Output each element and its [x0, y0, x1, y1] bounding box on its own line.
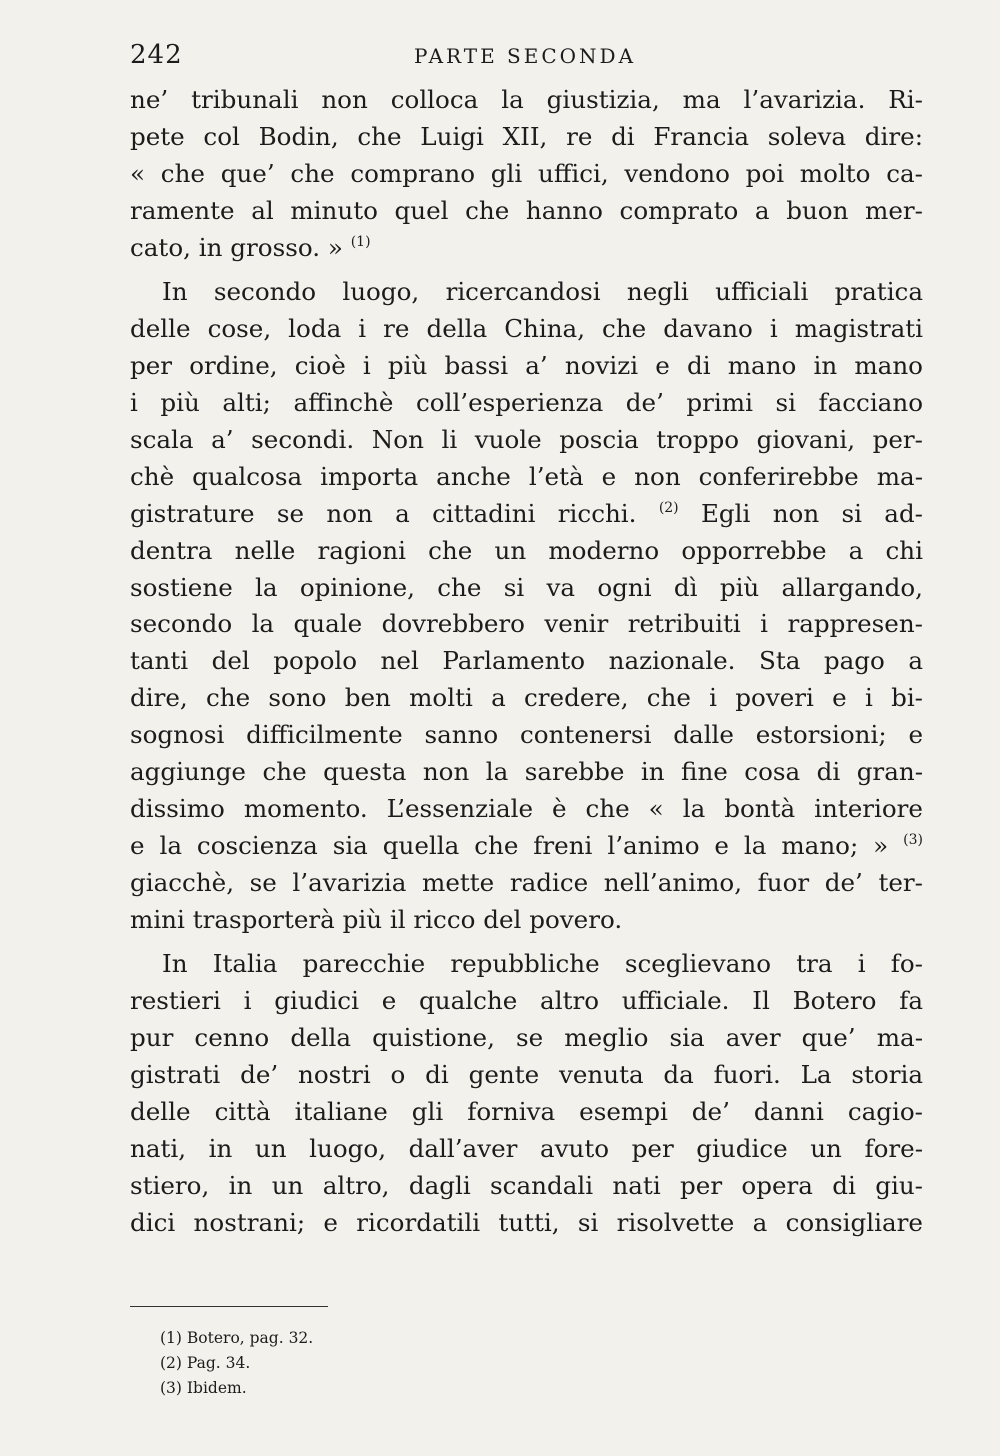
text-line	[130, 717, 923, 754]
line-text: pur cenno della quistione, se meglio sia aver que’ ma-	[130, 1023, 923, 1053]
line-text: delle cose, loda i re della China, che davano i magistrati	[130, 314, 923, 344]
line-text: delle città italiane gli forniva esempi de’ danni cagio-	[130, 1097, 923, 1127]
line-text: restieri i giudici e qualche altro ufficiale. Il Botero fa	[130, 986, 923, 1016]
line-text: cato, in grosso. »	[130, 232, 343, 262]
text-line	[130, 983, 923, 1020]
line-text: e la coscienza sia quella che freni l’animo e la mano; »	[130, 830, 889, 860]
text-line	[130, 348, 923, 385]
line-text-continued: Egli non si ad-	[678, 498, 923, 528]
text-line	[130, 119, 923, 156]
text-line	[130, 230, 923, 267]
footnote-text: Ibidem.	[186, 1379, 247, 1397]
text-line	[130, 1131, 923, 1168]
line-text: mini trasporterà più il ricco del povero.	[130, 904, 623, 934]
line-text: gistrati de’ nostri o di gente venuta da fuori. La storia	[130, 1060, 923, 1090]
footnote-mark: (2)	[160, 1354, 182, 1372]
footnote-text: Botero, pag. 32.	[186, 1329, 314, 1347]
text-line	[130, 1168, 923, 1205]
footnote-mark: (1)	[160, 1329, 182, 1347]
line-text: giacchè, se l’avarizia mette radice nell’animo, fuor de’ ter-	[130, 867, 923, 897]
text-line	[130, 1020, 923, 1057]
text-line	[130, 643, 923, 680]
text-line	[130, 1094, 923, 1131]
line-text: pete col Bodin, che Luigi XII, re di Francia soleva dire:	[130, 121, 923, 151]
paragraph-gap	[130, 938, 923, 946]
text-line	[130, 1057, 923, 1094]
page-number: 242	[130, 40, 183, 70]
line-text: secondo la quale dovrebbero venir retribuiti i rappresen-	[130, 609, 923, 639]
page-header	[130, 40, 920, 80]
paragraph-gap	[130, 266, 923, 274]
text-line	[130, 311, 923, 348]
line-text: dire, che sono ben molti a credere, che i poveri e i bi-	[130, 683, 923, 713]
footnote-rule	[130, 1306, 328, 1307]
text-line	[130, 791, 923, 828]
footnote-reference: (2)	[658, 499, 679, 516]
text-line	[130, 533, 923, 570]
line-text: In secondo luogo, ricercandosi negli ufficiali pratica	[162, 277, 923, 307]
body-text	[130, 82, 923, 1242]
line-text: gistrature se non a cittadini ricchi.	[130, 498, 637, 528]
line-text: ramente al minuto quel che hanno comprato a buon mer-	[130, 195, 923, 225]
text-line	[130, 422, 923, 459]
footnote-reference: (1)	[350, 233, 371, 250]
footnotes	[160, 1326, 313, 1401]
line-text: chè qualcosa importa anche l’età e non conferirebbe ma-	[130, 461, 923, 491]
line-text: sostiene la opinione, che si va ogni dì più allargando,	[130, 572, 923, 602]
text-line	[130, 82, 923, 119]
line-text: nati, in un luogo, dall’aver avuto per giudice un fore-	[130, 1133, 923, 1163]
footnote	[160, 1376, 313, 1401]
line-text: dici nostrani; e ricordatili tutti, si risolvette a consigliare	[130, 1207, 923, 1237]
line-text: tanti del popolo nel Parlamento nazionale. Sta pago a	[130, 646, 923, 676]
line-text: In Italia parecchie repubbliche sceglievano tra i fo-	[162, 949, 923, 979]
text-line	[130, 156, 923, 193]
footnote	[160, 1351, 313, 1376]
text-line	[130, 606, 923, 643]
line-text: dissimo momento. L’essenziale è che « la bontà interiore	[130, 793, 923, 823]
text-line	[130, 1205, 923, 1242]
text-line	[130, 865, 923, 902]
running-head: PARTE SECONDA	[413, 44, 637, 68]
line-text: dentra nelle ragioni che un moderno opporrebbe a chi	[130, 535, 923, 565]
line-text: i più alti; affinchè coll’esperienza de’ primi si facciano	[130, 388, 923, 418]
text-line	[130, 754, 923, 791]
line-text: sognosi difficilmente sanno contenersi dalle estorsioni; e	[130, 720, 923, 750]
text-line	[130, 570, 923, 607]
text-line	[130, 680, 923, 717]
line-text: « che que’ che comprano gli uffici, vendono poi molto ca-	[130, 158, 923, 188]
text-line	[130, 496, 923, 533]
text-line	[130, 946, 923, 983]
footnote	[160, 1326, 313, 1351]
line-text: aggiunge che questa non la sarebbe in fine cosa di gran-	[130, 757, 923, 787]
line-text: ne’ tribunali non colloca la giustizia, ma l’avarizia. Ri-	[130, 85, 923, 114]
footnote-text: Pag. 34.	[186, 1354, 251, 1372]
text-line	[130, 459, 923, 496]
text-line	[130, 274, 923, 311]
text-line	[130, 385, 923, 422]
line-text: stiero, in un altro, dagli scandali nati per opera di giu-	[130, 1170, 923, 1200]
footnote-mark: (3)	[160, 1379, 182, 1397]
text-line	[130, 828, 923, 865]
line-text: per ordine, cioè i più bassi a’ novizi e di mano in mano	[130, 351, 923, 381]
line-text: scala a’ secondi. Non li vuole poscia troppo giovani, per-	[130, 425, 923, 455]
text-line	[130, 902, 923, 939]
footnote-reference: (3)	[903, 831, 923, 848]
text-line	[130, 193, 923, 230]
